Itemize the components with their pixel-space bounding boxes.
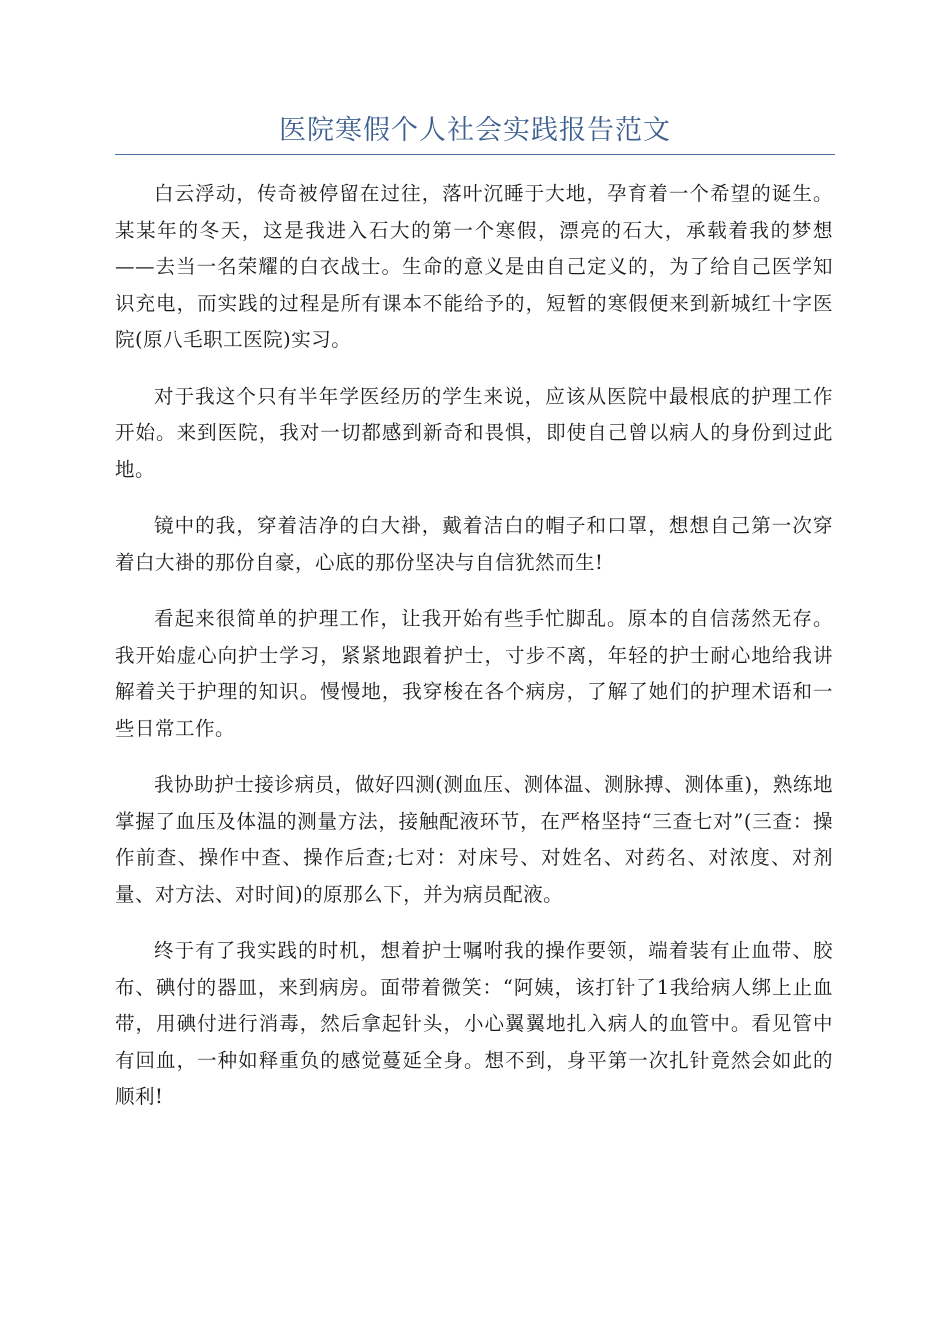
paragraph-2: 对于我这个只有半年学医经历的学生来说，应该从医院中最根底的护理工作开始。来到医院，我对一切都感到新奇和畏惧，即使自己曾以病人的身份到过此地。 <box>115 384 833 481</box>
paragraph-3: 镜中的我，穿着洁净的白大褂，戴着洁白的帽子和口罩，想想自己第一次穿着白大褂的那份自豪，心底的那份坚决与自信犹然而生! <box>115 514 833 574</box>
page-title: 医院寒假个人社会实践报告范文 <box>279 115 671 146</box>
title-block <box>115 112 835 155</box>
paragraph-1: 白云浮动，传奇被停留在过往，落叶沉睡于大地，孕育着一个希望的诞生。某某年的冬天，这是我进入石大的第一个寒假，漂亮的石大，承载着我的梦想——去当一名荣耀的白衣战士。生命的意义是由自己定义的，为了给自己医学知识充电，而实践的过程是所有课本不能给予的，短暂的寒假便来到新城红十字医院(原八毛职工医院)实习。 <box>115 182 833 351</box>
document-body <box>115 176 833 1136</box>
paragraph-6: 终于有了我实践的时机，想着护士嘱咐我的操作要领，端着装有止血带、胶布、碘付的器皿，来到病房。面带着微笑：“阿姨，该打针了1我给病人绑上止血带，用碘付进行消毒，然后拿起针头，小心翼翼地扎入病人的血管中。看见管中有回血，一种如释重负的感觉蔓延全身。想不到，身平第一次扎针竟然会如此的顺利! <box>115 939 833 1108</box>
paragraph-5: 我协助护士接诊病员，做好四测(测血压、测体温、测脉搏、测体重)，熟练地掌握了血压及体温的测量方法，接触配液环节，在严格坚持“三查七对”(三查：操作前查、操作中查、操作后查;七对：对床号、对姓名、对药名、对浓度、对剂量、对方法、对时间)的原那么下，并为病员配液。 <box>115 773 833 906</box>
paragraph-4: 看起来很简单的护理工作，让我开始有些手忙脚乱。原本的自信荡然无存。我开始虚心向护士学习，紧紧地跟着护士，寸步不离，年轻的护士耐心地给我讲解着关于护理的知识。慢慢地，我穿梭在各个病房，了解了她们的护理术语和一些日常工作。 <box>115 607 833 740</box>
